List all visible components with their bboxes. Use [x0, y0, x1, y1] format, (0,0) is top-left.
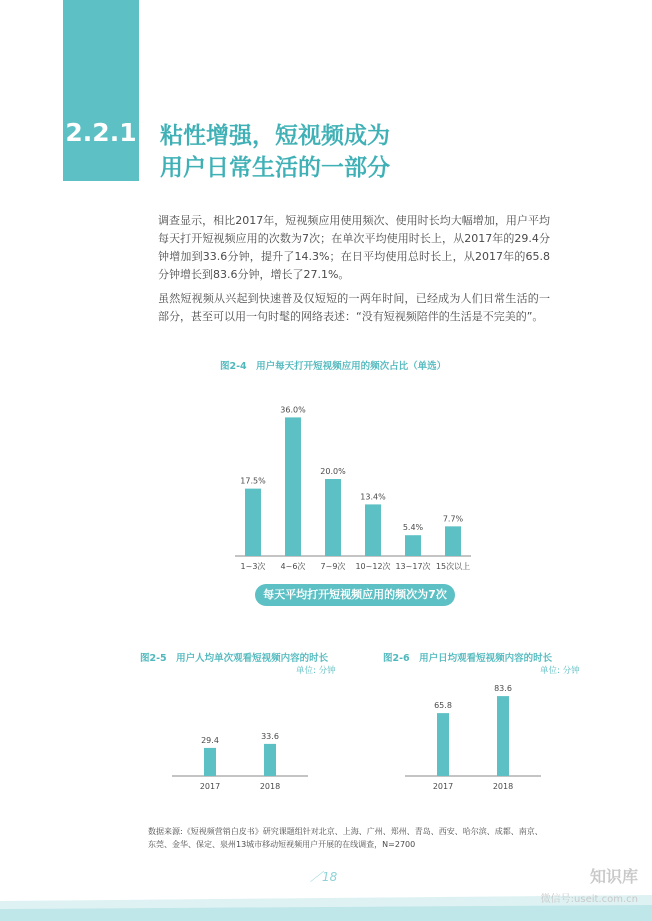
- chart-1-callout: 每天平均打开短视频应用的频次为7次: [255, 584, 455, 606]
- chart-3: [395, 680, 575, 795]
- paragraph-1: 调查显示，相比2017年，短视频应用使用频次、使用时长均大幅增加，用户平均每天打开短视频应用的次数为7次；在单次平均使用时长上，从2017年的29.4分钟增加到33.6分钟，提升了14.3%；在日平均使用总时长上，从2017年的65.8分钟增长到83.6分钟，增长了27.1%。: [158, 214, 550, 281]
- data-label: 17.5%: [240, 476, 266, 486]
- chart-1: [220, 380, 490, 575]
- tick-label: 2018: [492, 782, 514, 791]
- tick-label: 15次以上: [435, 562, 471, 571]
- source-note: 数据来源:《短视频营销白皮书》研究课题组针对北京、上海、广州、郑州、青岛、西安、哈尔滨、成都、南京、东莞、金华、保定、泉州13城市移动短视频用户开展的在线调查，N=2700: [148, 827, 543, 849]
- chart-2-title: 图2-5 用户人均单次观看短视频内容的时长: [140, 653, 329, 664]
- watermark: [541, 864, 638, 905]
- bar: [204, 748, 216, 776]
- page-number: ／18: [310, 870, 338, 884]
- section-title-line-2: 用户日常生活的一部分: [160, 155, 390, 181]
- section-number: 2.2.1: [65, 118, 137, 147]
- data-label: 7.7%: [442, 514, 464, 524]
- bar: [285, 417, 301, 556]
- bar: [445, 526, 461, 556]
- section-title-line-1: 粘性增强，短视频成为: [160, 123, 390, 149]
- data-label: 36.0%: [280, 405, 306, 415]
- data-label: 13.4%: [360, 492, 386, 502]
- bar: [365, 504, 381, 556]
- tick-label: 2018: [259, 782, 281, 791]
- chart-3-unit: 单位: 分钟: [540, 666, 580, 676]
- section-title: [160, 120, 600, 184]
- watermark-sub: 微信号:useit.com.cn: [540, 894, 638, 905]
- header-color-block: [63, 0, 139, 181]
- data-label: 29.4: [201, 735, 219, 745]
- bar: [264, 744, 276, 776]
- bar: [497, 696, 509, 776]
- chart-2-unit: 单位: 分钟: [296, 666, 336, 676]
- bar: [437, 713, 449, 776]
- bar: [325, 479, 341, 556]
- paragraph-2: 虽然短视频从兴起到快速普及仅短短的一两年时间，已经成为人们日常生活的一部分，甚至可以用一句时髦的网络表述：“没有短视频陪伴的生活是不完美的”。: [158, 292, 550, 323]
- data-label: 5.4%: [402, 523, 424, 533]
- data-label: 33.6: [261, 731, 279, 741]
- data-label: 20.0%: [320, 467, 346, 476]
- bar: [405, 535, 421, 556]
- tick-label: 13~17次: [395, 562, 431, 571]
- tick-label: 10~12次: [355, 562, 391, 571]
- tick-label: 2017: [199, 782, 221, 791]
- data-label: 83.6: [494, 684, 512, 694]
- chart-1-title: 图2-4 用户每天打开短视频应用的频次占比（单选）: [220, 361, 447, 372]
- tick-label: 4~6次: [280, 562, 306, 571]
- chart-3-title: 图2-6 用户日均观看短视频内容的时长: [383, 653, 553, 664]
- chart-2: [160, 680, 340, 795]
- tick-label: 2017: [432, 782, 454, 791]
- tick-label: 1~3次: [240, 562, 266, 571]
- watermark-name: 知识库: [589, 867, 638, 886]
- data-label: 65.8: [434, 701, 452, 711]
- bar: [245, 489, 261, 556]
- tick-label: 7~9次: [320, 562, 346, 571]
